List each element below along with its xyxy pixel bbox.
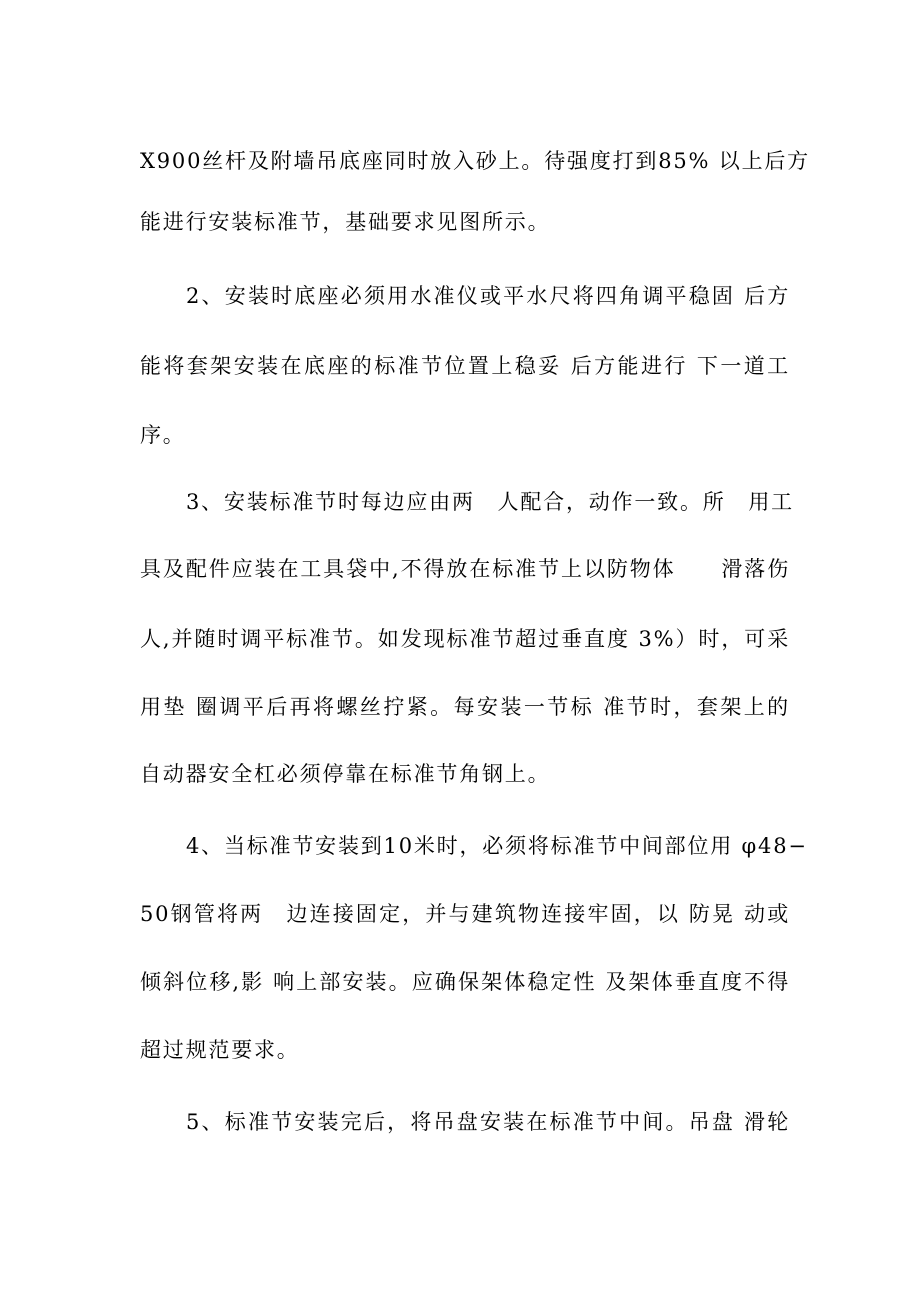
text-line-6: 3、安装标准节时每边应由两 人配合，动作一致。所 用工 <box>186 490 794 514</box>
text-line-8: 人,并随时调平标准节。如发现标准节超过垂直度 3%）时，可采 <box>140 627 790 651</box>
text-line-11: 4、当标准节安装到10米时，必须将标准节中间部位用 φ48− <box>186 834 808 858</box>
text-line-10: 自动器安全杠必须停靠在标准节角钢上。 <box>140 762 551 786</box>
text-line-4: 能将套架安装在底座的标准节位置上稳妥 后方能进行 下一道工 <box>140 354 790 378</box>
text-line-2: 能进行安装标准节，基础要求见图所示。 <box>140 210 551 234</box>
text-line-12: 50钢管将两 边连接固定，并与建筑物连接牢固，以 防晃 动或 <box>140 902 790 926</box>
text-line-9: 用垫 圈调平后再将螺丝拧紧。每安装一节标 准节时，套架上的 <box>140 695 790 719</box>
text-line-13: 倾斜位移,影 响上部安装。应确保架体稳定性 及架体垂直度不得 <box>140 970 790 994</box>
text-line-3: 2、安装时底座必须用水准仪或平水尺将四角调平稳固 后方 <box>186 284 790 308</box>
text-line-14: 超过规范要求。 <box>140 1038 300 1062</box>
text-line-1: X900丝杆及附墙吊底座同时放入砂上。待强度打到85% 以上后方 <box>140 149 810 173</box>
text-line-15: 5、标准节安装完后，将吊盘安装在标准节中间。吊盘 滑轮 <box>186 1110 790 1134</box>
text-line-7: 具及配件应装在工具袋中,不得放在标准节上以防物体 滑落伤 <box>140 557 790 581</box>
text-line-5: 序。 <box>140 423 186 447</box>
